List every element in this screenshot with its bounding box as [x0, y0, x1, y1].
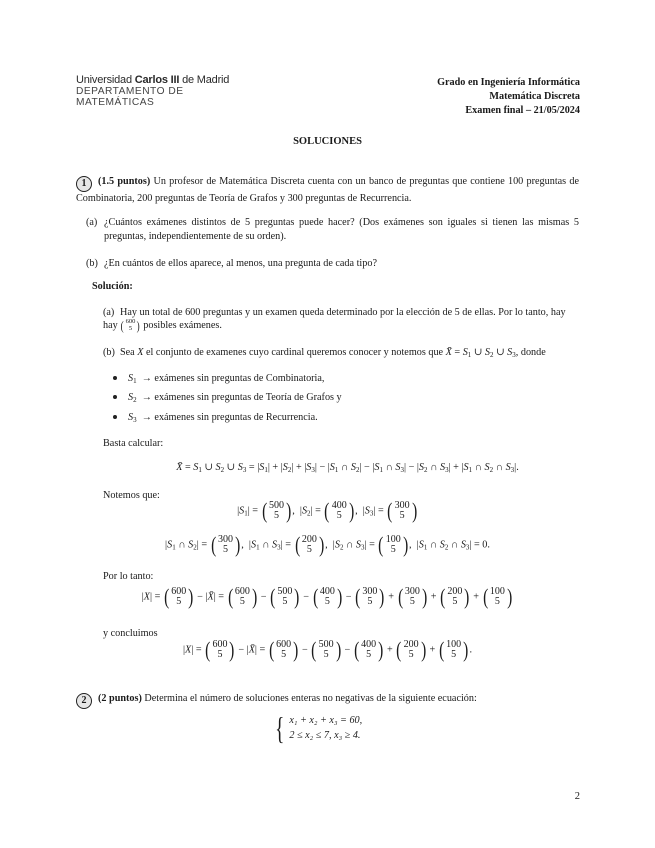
result-expansion: |X| = ( 600 5 ) − |X̄| = ( 600 5 ) − ( 500 5 ) − ( 400 5 ) − ( 300 5 ) + ( 300 5 ) + ( 200 5 ) + ( 100 5 ) [141, 584, 513, 609]
problem-number-badge: 1 [76, 176, 92, 192]
department-name: DEPARTAMENTO DE MATEMÁTICAS [76, 86, 184, 108]
page-number: 2 [574, 791, 580, 802]
por-lo-tanto: Por lo tanto: [103, 571, 154, 582]
problem-2-system: { x₁ + x₂ + x₃ = 60, 2 ≤ x₂ ≤ 7, x₃ ≥ 4. [275, 710, 363, 746]
binomial-600-5: ( 600 5 ) [120, 318, 141, 334]
bullet-s1: $S_1$ → exámenes sin preguntas de Combinatoria, [128, 372, 324, 386]
question-a: (a) ¿Cuántos exámenes distintos de 5 preguntas puede hacer? (Dos exámenes son iguales si tienen las mismas 5 preguntas, independientemente de su orden). [86, 217, 579, 242]
final-result: |X| = ( 600 5 ) − |X̄| = ( 600 5 ) − ( 500 5 ) − ( 400 5 ) + ( 200 5 ) + ( 100 5 ) . [182, 637, 473, 662]
cardinalities-intersections: $|S_1$ ∩ $S_2|$ = ( 300 5 ) , $|S_1$ ∩ $S_3|$ = ( 200 5 ) , $|S_2$ ∩ $S_3|$ = ( 100 5 ) , $|S_1$ ∩ $S_2$ ∩ $S_3| = 0$. [165, 532, 490, 557]
question-b: (b) ¿En cuántos de ellos aparece, al menos, una pregunta de cada tipo? [86, 258, 377, 269]
problem-2-statement: 2 (2 puntos) Determina el número de soluciones enteras no negativas de la siguiente ecuación: [76, 692, 579, 709]
solution-label: Solución: [92, 281, 133, 292]
solution-a: (a) Hay un total de 600 preguntas y un examen queda determinado por la elección de 5 de ellas. Por lo tanto, hay [103, 307, 566, 318]
bullet-s2: $S_2$ → exámenes sin preguntas de Teoría de Grafos y [128, 391, 342, 405]
y-concluimos: y concluimos [103, 628, 158, 639]
cardinalities-single: $|S_1|$ = ( 500 5 ) , $|S_2|$ = ( 400 5 ) , $|S_3|$ = ( 300 5 ) [237, 498, 417, 523]
equation-1: x₁ + x₂ + x₃ = 60, [289, 714, 363, 726]
solution-b: (b) Sea X el conjunto de examenes cuyo cardinal queremos conocer y notemos que X̄ = $S_1$ ∪ $S_2$ ∪ $S_3$, donde [103, 347, 546, 359]
exam-header [437, 76, 580, 117]
basta-calcular: Basta calcular: [103, 438, 164, 449]
notemos-que: Notemos que: [103, 490, 160, 501]
equation-2: 2 ≤ x₂ ≤ 7, x₃ ≥ 4. [289, 730, 361, 741]
bullet-s3: $S_3$ → exámenes sin preguntas de Recurrencia. [128, 411, 318, 425]
page-title: SOLUCIONES [293, 136, 362, 147]
exam-date: Examen final – 21/05/2024 [465, 104, 580, 116]
university-logo-text: Universidad Carlos III de Madrid [76, 74, 230, 86]
course-name: Matemática Discreta [489, 90, 580, 102]
problem-1-statement: 1 (1.5 puntos) Un profesor de Matemática Discreta cuenta con un banco de preguntas que contiene 100 preguntas de Combinatoria, 200 preguntas de Teoría de Grafos y 300 preguntas de Recurrencia. [76, 176, 579, 204]
problem-number-badge: 2 [76, 693, 92, 709]
solution-a-line2: hay ( 600 5 ) posibles exámenes. [103, 318, 222, 334]
degree-name: Grado en Ingeniería Informática [437, 77, 580, 88]
inclusion-exclusion-formula: X̄ = $S_1$ ∪ $S_2$ ∪ $S_3 = |S_1| + |S_2| + |S_3| - |S_1$ ∩ $S_2| - |S_1$ ∩ $S_3| - |S_2$ ∩ $S_3| + |S_1$ ∩ $S_2$ ∩ $S_3|$. [176, 462, 519, 474]
